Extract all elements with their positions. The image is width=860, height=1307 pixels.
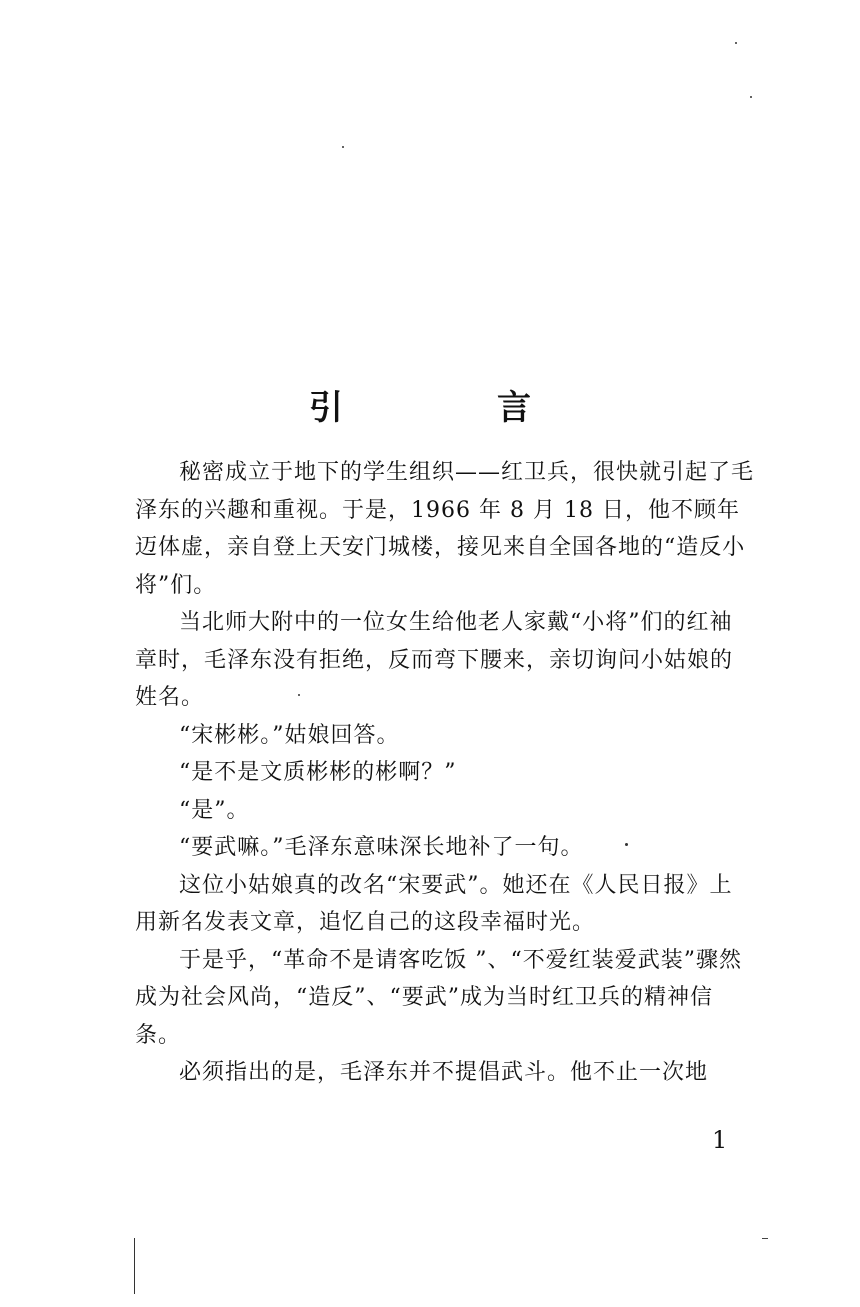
chapter-title: 引 言 [309, 387, 591, 428]
paragraph: “要武嘛。”毛泽东意味深长地补了一句。 [179, 835, 584, 860]
scan-edge-mark [762, 1238, 768, 1239]
scan-speck [735, 42, 737, 44]
paragraph: “是”。 [179, 797, 250, 823]
scan-margin-line [134, 1238, 135, 1294]
paragraph: 这位小姑娘真的改名“宋要武”。她还在《人民日报》上用新名发表文章，追忆自己的这段幸福时光。 [135, 872, 733, 935]
paragraph: 当北师大附中的一位女生给他老人家戴“小将”们的红袖章时，毛泽东没有拒绝，反而弯下腰来，亲切询问小姑娘的姓名。 [135, 610, 734, 710]
scan-speck [750, 96, 752, 98]
paragraph: “是不是文质彬彬的彬啊？” [179, 760, 457, 785]
body-text [135, 454, 755, 1092]
paragraph: “宋彬彬。”姑娘回答。 [179, 722, 400, 748]
paragraph: 必须指出的是，毛泽东并不提倡武斗。他不止一次地 [179, 1060, 709, 1085]
page-number: 1 [712, 1126, 728, 1154]
scan-speck [342, 146, 344, 148]
paragraph: 于是乎，“革命不是请客吃饭 ”、“不爱红装爱武装”骤然成为社会风尚，“造反”、“要武”成为当时红卫兵的精神信条。 [135, 947, 742, 1048]
paragraph: 秘密成立于地下的学生组织——红卫兵，很快就引起了毛泽东的兴趣和重视。于是，1966 年 8 月 18 日，他不顾年迈体虚，亲自登上天安门城楼，接见来自全国各地的“造反小将”们。 [135, 460, 755, 598]
